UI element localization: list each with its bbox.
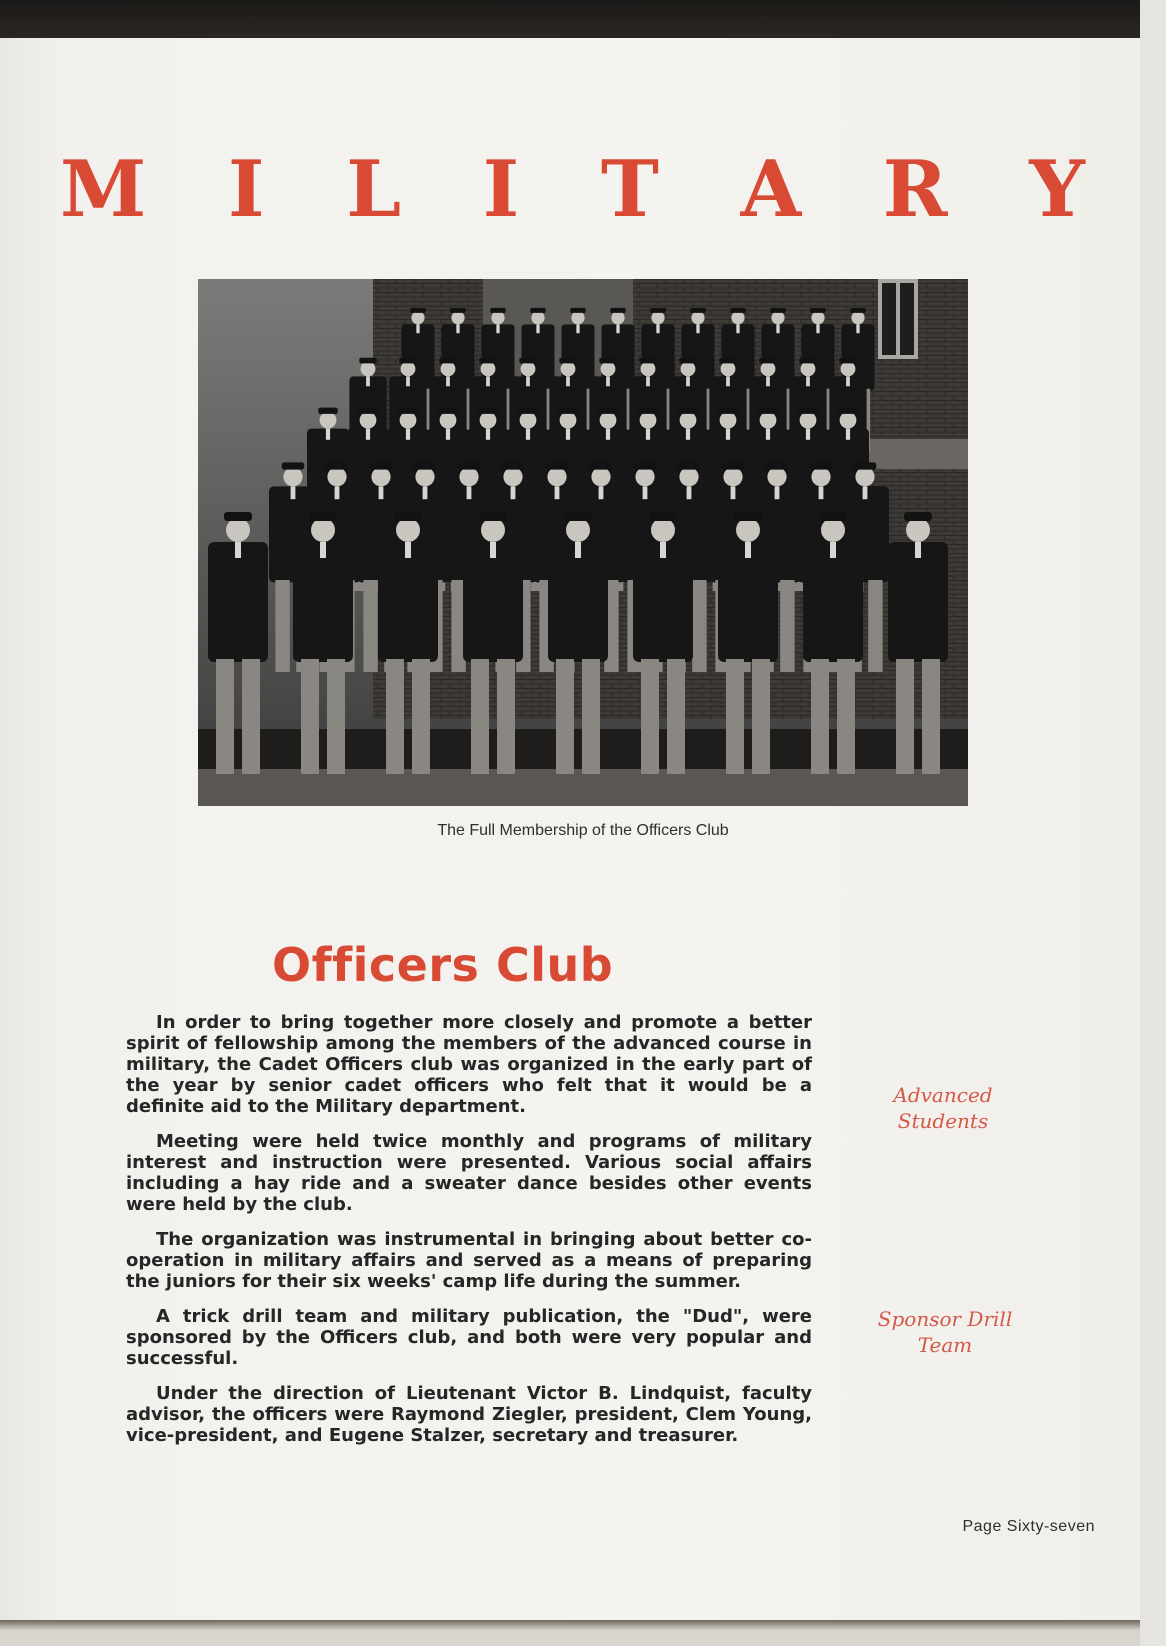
section-title-letter: Y	[1029, 144, 1085, 235]
article-paragraph: In order to bring together more closely and promote a better spirit of fellowship among the members of the advanced course in military, the Cadet Officers club was organized in the early part of the year by senior cadet officers who felt that it would be a definite aid to the Military department.	[126, 1012, 812, 1117]
article-paragraph: Meeting were held twice monthly and programs of military interest and instruction were presented. Various social affairs including a hay ride and a sweater dance besides other events were held by the club.	[126, 1131, 812, 1215]
side-note-line: Students	[897, 1109, 989, 1133]
section-title-letter: I	[228, 144, 265, 235]
article-heading: Officers Club	[272, 938, 614, 992]
page-bottom-edge	[0, 1620, 1140, 1646]
article-body	[126, 1012, 812, 1460]
section-title	[60, 144, 1085, 235]
side-note-line: Advanced	[893, 1083, 993, 1107]
page-number: Page Sixty-seven	[962, 1518, 1095, 1535]
section-title-letter: R	[882, 144, 948, 235]
section-title-letter: I	[482, 144, 520, 235]
section-title-letter: L	[346, 144, 402, 235]
article-paragraph: Under the direction of Lieutenant Victor B. Lindquist, faculty advisor, the officers were Raymond Ziegler, president, Clem Young, vice-president, and Eugene Stalzer, secretary and treasurer.	[126, 1383, 812, 1446]
side-note-advanced-students	[853, 1082, 1033, 1134]
side-note-line: Team	[917, 1333, 973, 1357]
article-paragraph: A trick drill team and military publication, the "Dud", were sponsored by the Officers club, and both were very popular and successful.	[126, 1306, 812, 1369]
side-note-sponsor-drill-team	[855, 1306, 1035, 1358]
article-paragraph: The organization was instrumental in bringing about better co-operation in military affairs and served as a means of preparing the juniors for their six weeks' camp life during the summer.	[126, 1229, 812, 1292]
section-title-letter: M	[60, 144, 147, 235]
group-photo-image	[198, 279, 968, 806]
group-photo	[198, 279, 968, 806]
section-title-letter: T	[600, 144, 659, 235]
side-note-line: Sponsor Drill	[877, 1307, 1013, 1331]
photo-caption: The Full Membership of the Officers Club	[437, 822, 729, 839]
page-right-edge	[1140, 0, 1166, 1646]
section-title-letter: A	[740, 144, 802, 235]
